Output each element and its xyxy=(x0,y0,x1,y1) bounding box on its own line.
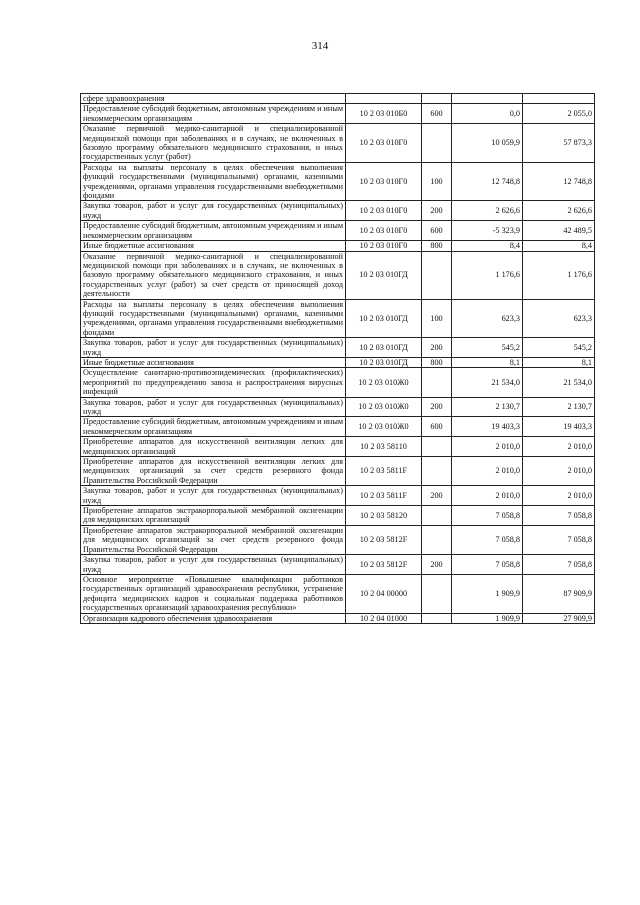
amount-change-cell: 1 909,9 xyxy=(452,574,523,613)
expense-name-cell: Расходы на выплаты персоналу в целях обеспечения выполнения функций государственными (муниципальными) органами, казенными учреждениями, органами управления государственными внебюджетными фондами xyxy=(81,299,346,338)
table-row xyxy=(81,555,595,575)
amount-change-cell: 21 534,0 xyxy=(452,368,523,397)
table-row xyxy=(81,397,595,417)
table-row xyxy=(81,574,595,613)
amount-change-cell: 8,1 xyxy=(452,357,523,367)
target-code-cell: 10 2 03 5811F xyxy=(346,457,422,486)
expense-name-cell: Оказание первичной медико-санитарной и специализированной медицинской помощи при заболеваниях и в случаях, не включенных в базовую программу обязательного медицинского страхования, и иных государственных услуг (работ) xyxy=(81,124,346,163)
amount-total-cell: 19 403,3 xyxy=(523,417,595,437)
amount-total-cell: 27 909,9 xyxy=(523,613,595,623)
amount-total-cell: 87 909,9 xyxy=(523,574,595,613)
amount-total-cell: 8,1 xyxy=(523,357,595,367)
amount-total-cell: 2 130,7 xyxy=(523,397,595,417)
target-code-cell: 10 2 03 010Г0 xyxy=(346,241,422,251)
table-row xyxy=(81,525,595,554)
table-row xyxy=(81,251,595,299)
expense-name-cell: Закупка товаров, работ и услуг для государственных (муниципальных) нужд xyxy=(81,338,346,358)
expense-name-cell: Закупка товаров, работ и услуг для государственных (муниципальных) нужд xyxy=(81,397,346,417)
target-code-cell: 10 2 03 5812F xyxy=(346,555,422,575)
expense-type-cell: 200 xyxy=(422,338,452,358)
expense-name-cell: Приобретение аппаратов экстракорпоральной мембранной оксигенации для медицинских организаций xyxy=(81,506,346,526)
table-row xyxy=(81,94,595,104)
expense-name-cell: сфере здравоохранения xyxy=(81,94,346,104)
table-row xyxy=(81,201,595,221)
amount-change-cell: 8,4 xyxy=(452,241,523,251)
amount-change-cell: 2 010,0 xyxy=(452,486,523,506)
expense-name-cell: Закупка товаров, работ и услуг для государственных (муниципальных) нужд xyxy=(81,555,346,575)
target-code-cell: 10 2 03 010ГД xyxy=(346,338,422,358)
amount-total-cell: 7 058,8 xyxy=(523,525,595,554)
expense-type-cell xyxy=(422,251,452,299)
expense-name-cell: Иные бюджетные ассигнования xyxy=(81,357,346,367)
target-code-cell: 10 2 03 5812F xyxy=(346,525,422,554)
target-code-cell: 10 2 03 58120 xyxy=(346,506,422,526)
amount-change-cell: 7 058,8 xyxy=(452,555,523,575)
target-code-cell: 10 2 03 010Г0 xyxy=(346,221,422,241)
expense-name-cell: Приобретение аппаратов экстракорпоральной мембранной оксигенации для медицинских организаций за счет средств резервного фонда Правительства Российской Федерации xyxy=(81,525,346,554)
target-code-cell: 10 2 04 01000 xyxy=(346,613,422,623)
amount-change-cell: 10 059,9 xyxy=(452,124,523,163)
target-code-cell: 10 2 03 010Ж0 xyxy=(346,397,422,417)
expense-type-cell xyxy=(422,124,452,163)
amount-total-cell: 2 626,6 xyxy=(523,201,595,221)
table-row xyxy=(81,457,595,486)
table-row xyxy=(81,221,595,241)
amount-change-cell: 1 909,9 xyxy=(452,613,523,623)
expense-name-cell: Иные бюджетные ассигнования xyxy=(81,241,346,251)
target-code-cell: 10 2 03 5811F xyxy=(346,486,422,506)
amount-total-cell: 8,4 xyxy=(523,241,595,251)
amount-change-cell: 545,2 xyxy=(452,338,523,358)
expense-type-cell: 800 xyxy=(422,357,452,367)
table-row xyxy=(81,299,595,338)
table-row xyxy=(81,104,595,124)
expense-type-cell xyxy=(422,368,452,397)
amount-total-cell: 2 010,0 xyxy=(523,486,595,506)
expense-name-cell: Предоставление субсидий бюджетным, автономным учреждениям и иным некоммерческим организациям xyxy=(81,104,346,124)
table-row xyxy=(81,124,595,163)
expense-type-cell: 200 xyxy=(422,555,452,575)
expense-type-cell: 600 xyxy=(422,417,452,437)
amount-change-cell: 2 010,0 xyxy=(452,437,523,457)
target-code-cell: 10 2 03 010ГД xyxy=(346,299,422,338)
expense-name-cell: Приобретение аппаратов для искусственной вентиляции легких для медицинских организаций xyxy=(81,437,346,457)
amount-total-cell xyxy=(523,94,595,104)
expense-name-cell: Закупка товаров, работ и услуг для государственных (муниципальных) нужд xyxy=(81,201,346,221)
table-row xyxy=(81,368,595,397)
target-code-cell: 10 2 03 010ГД xyxy=(346,251,422,299)
amount-change-cell: 2 010,0 xyxy=(452,457,523,486)
expense-type-cell: 600 xyxy=(422,221,452,241)
expense-name-cell: Предоставление субсидий бюджетным, автономным учреждениям и иным некоммерческим организациям xyxy=(81,221,346,241)
expense-type-cell: 200 xyxy=(422,201,452,221)
expense-type-cell: 800 xyxy=(422,241,452,251)
amount-total-cell: 545,2 xyxy=(523,338,595,358)
amount-total-cell: 2 055,0 xyxy=(523,104,595,124)
target-code-cell: 10 2 03 010Г0 xyxy=(346,201,422,221)
expense-name-cell: Оказание первичной медико-санитарной и специализированной медицинской помощи при заболеваниях и в случаях, не включенных в базовую программу обязательного медицинского страхования, и иных государственных услуг (работ) за счет средств от приносящей доход деятельности xyxy=(81,251,346,299)
target-code-cell: 10 2 03 010Г0 xyxy=(346,162,422,201)
expense-type-cell xyxy=(422,457,452,486)
target-code-cell xyxy=(346,94,422,104)
expense-type-cell xyxy=(422,574,452,613)
table-row xyxy=(81,357,595,367)
amount-change-cell: 623,3 xyxy=(452,299,523,338)
expense-type-cell xyxy=(422,437,452,457)
table-row xyxy=(81,417,595,437)
expense-name-cell: Расходы на выплаты персоналу в целях обеспечения выполнения функций государственными (муниципальными) органами, казенными учреждениями, органами управления государственными внебюджетными фондами xyxy=(81,162,346,201)
amount-change-cell: 1 176,6 xyxy=(452,251,523,299)
table-row xyxy=(81,437,595,457)
target-code-cell: 10 2 03 58110 xyxy=(346,437,422,457)
amount-change-cell: 2 626,6 xyxy=(452,201,523,221)
table-row xyxy=(81,338,595,358)
expense-type-cell: 100 xyxy=(422,162,452,201)
target-code-cell: 10 2 04 00000 xyxy=(346,574,422,613)
amount-total-cell: 12 748,8 xyxy=(523,162,595,201)
table-body xyxy=(81,94,595,624)
expense-name-cell: Осуществление санитарно-противоэпидемических (профилактических) мероприятий по предупреждению завоза и распространения вирусных инфекций xyxy=(81,368,346,397)
amount-total-cell: 21 534,0 xyxy=(523,368,595,397)
expense-type-cell: 200 xyxy=(422,397,452,417)
target-code-cell: 10 2 03 010Ж0 xyxy=(346,368,422,397)
amount-total-cell: 42 489,5 xyxy=(523,221,595,241)
amount-total-cell: 2 010,0 xyxy=(523,457,595,486)
page-number: 314 xyxy=(311,40,329,52)
expense-type-cell xyxy=(422,525,452,554)
amount-total-cell: 2 010,0 xyxy=(523,437,595,457)
expense-name-cell: Приобретение аппаратов для искусственной вентиляции легких для медицинских организаций за счет средств резервного фонда Правительства Российской Федерации xyxy=(81,457,346,486)
amount-change-cell: 7 058,8 xyxy=(452,506,523,526)
table-row xyxy=(81,613,595,623)
expense-type-cell xyxy=(422,613,452,623)
budget-table xyxy=(80,93,595,624)
table-row xyxy=(81,241,595,251)
amount-total-cell: 1 176,6 xyxy=(523,251,595,299)
amount-change-cell: 2 130,7 xyxy=(452,397,523,417)
amount-total-cell: 7 058,8 xyxy=(523,506,595,526)
expense-type-cell xyxy=(422,506,452,526)
expense-type-cell: 200 xyxy=(422,486,452,506)
table-row xyxy=(81,486,595,506)
amount-change-cell: 12 748,8 xyxy=(452,162,523,201)
expense-type-cell: 600 xyxy=(422,104,452,124)
target-code-cell: 10 2 03 010ГД xyxy=(346,357,422,367)
amount-total-cell: 623,3 xyxy=(523,299,595,338)
amount-change-cell: 0,0 xyxy=(452,104,523,124)
expense-name-cell: Организация кадрового обеспечения здравоохранения xyxy=(81,613,346,623)
amount-total-cell: 7 058,8 xyxy=(523,555,595,575)
amount-change-cell xyxy=(452,94,523,104)
expense-type-cell: 100 xyxy=(422,299,452,338)
amount-change-cell: 7 058,8 xyxy=(452,525,523,554)
expense-name-cell: Закупка товаров, работ и услуг для государственных (муниципальных) нужд xyxy=(81,486,346,506)
target-code-cell: 10 2 03 010Г0 xyxy=(346,124,422,163)
amount-change-cell: 19 403,3 xyxy=(452,417,523,437)
amount-total-cell: 57 873,3 xyxy=(523,124,595,163)
target-code-cell: 10 2 03 010Б0 xyxy=(346,104,422,124)
expense-name-cell: Предоставление субсидий бюджетным, автономным учреждениям и иным некоммерческим организациям xyxy=(81,417,346,437)
table-row xyxy=(81,162,595,201)
table-row xyxy=(81,506,595,526)
target-code-cell: 10 2 03 010Ж0 xyxy=(346,417,422,437)
expense-type-cell xyxy=(422,94,452,104)
expense-name-cell: Основное мероприятие «Повышение квалификации работников государственных организаций здравоохранения республики, устранение дефицита медицинских кадров и социальная поддержка работников государственных организаций здравоохранения республики» xyxy=(81,574,346,613)
amount-change-cell: -5 323,9 xyxy=(452,221,523,241)
